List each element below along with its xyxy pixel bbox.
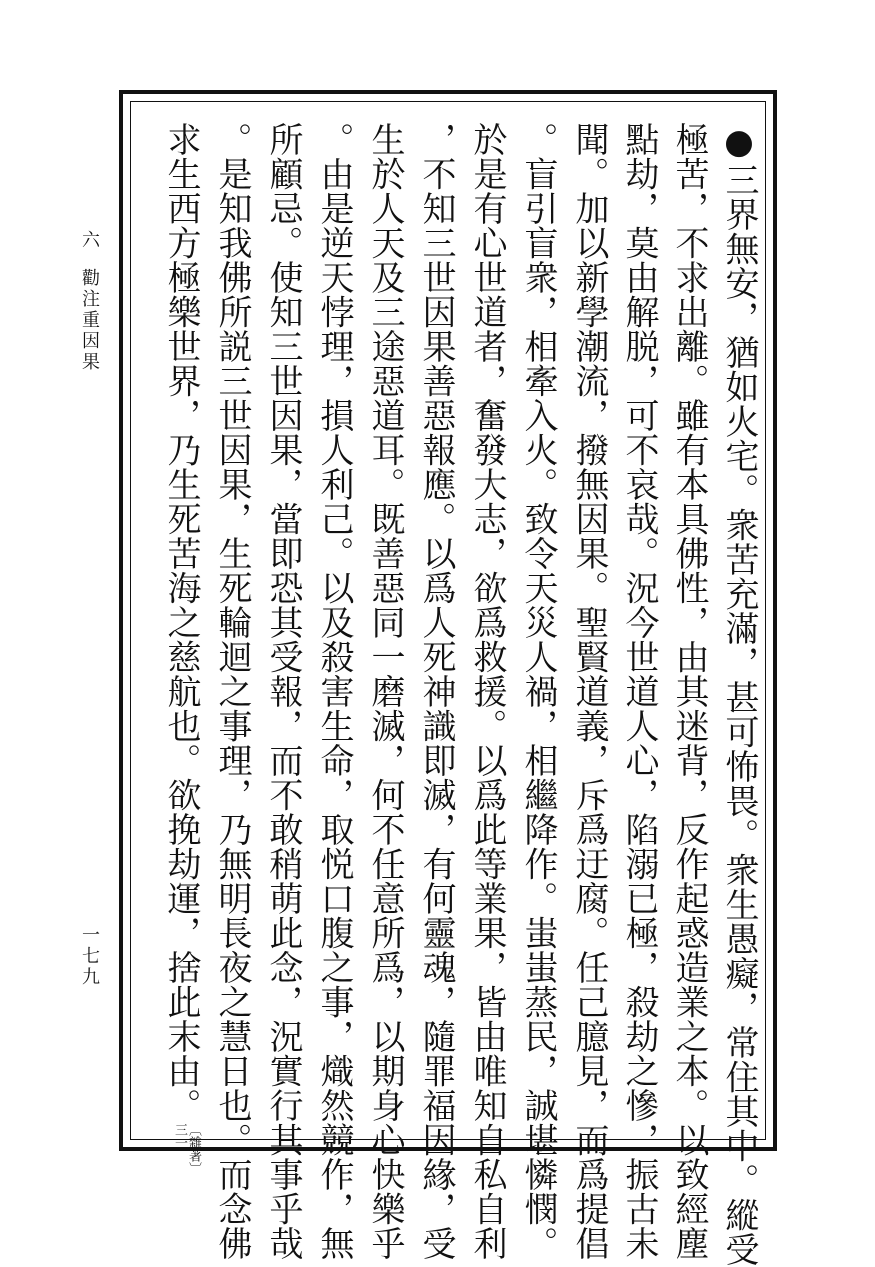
source-note-number: 三一 [172, 1122, 187, 1149]
source-note [172, 1123, 200, 1175]
text-column-12-body: 求生西方極樂世界，乃生死苦海之慈航也。欲挽劫運，捨此末由。 [161, 122, 201, 1123]
text-column-1: ●三界無安，猶如火宅。衆苦充滿，甚可怖畏。衆生愚癡，常住其中。縱受 [719, 122, 759, 1267]
page-number: 一七九 [79, 925, 100, 988]
text-column-12 [161, 122, 201, 1175]
text-column-8: 生於人天及三途惡道耳。既善惡同一磨滅，何不任意所爲，以期身心快樂乎 [365, 122, 405, 1261]
text-column-7: ，不知三世因果善惡報應。以爲人死神識即滅，有何靈魂，隨罪福因緣，受 [416, 122, 456, 1261]
text-column-2: 極苦，不求出離。雖有本具佛性，由其迷背，反作起惑造業之本。以致經塵 [669, 122, 709, 1261]
text-column-10: 所顧忌。使知三世因果，當即恐其受報，而不敢稍萌此念，況實行其事乎哉 [263, 122, 303, 1261]
text-column-5: 。盲引盲衆，相牽入火。致令天災人禍，相繼降作。蚩蚩蒸民，誠堪憐憫。 [518, 122, 558, 1261]
text-column-4: 聞。加以新學潮流，撥無因果。聖賢道義，斥爲迂腐。任己臆見，而爲提倡 [569, 122, 609, 1261]
section-number: 六 [79, 230, 100, 251]
chapter-title: 勸注重因果 [79, 268, 100, 373]
text-column-9: 。由是逆天悖理，損人利己。以及殺害生命，取悦口腹之事，熾然競作，無 [314, 122, 354, 1261]
text-column-11: 。是知我佛所説三世因果，生死輪迴之事理，乃無明長夜之慧日也。而念佛 [212, 122, 252, 1261]
text-column-6: 於是有心世道者，奮發大志，欲爲救援。以爲此等業果，皆由唯知自私自利 [467, 122, 507, 1261]
text-column-3: 點劫，莫由解脱，可不哀哉。況今世道人心，陷溺已極，殺劫之慘，振古未 [619, 122, 659, 1261]
source-note-category: 〔雜著〕 [186, 1122, 201, 1175]
